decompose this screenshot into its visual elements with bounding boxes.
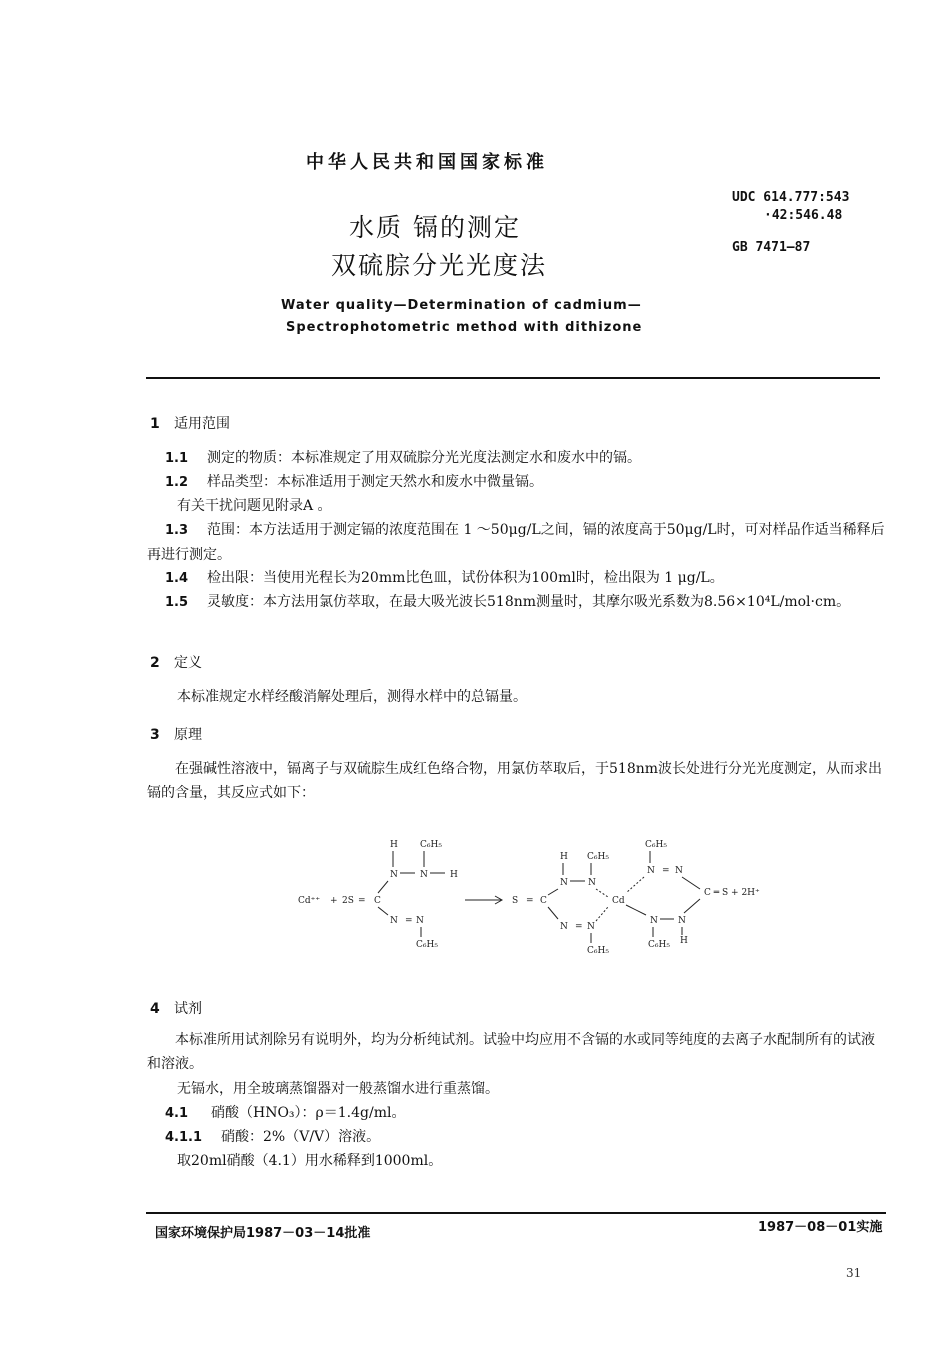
effective-date: 1987－08－01实施 [758, 1220, 883, 1235]
equals-bond: = [662, 866, 670, 876]
atom-n: N [588, 878, 596, 888]
atom-n: N [420, 870, 428, 880]
atom-h: H [680, 936, 688, 946]
section-3-heading [150, 724, 202, 744]
section-4-heading [150, 998, 202, 1018]
atom-n: N [560, 922, 568, 932]
section-3-text: 在强碱性溶液中，镉离子与双硫腙生成红色络合物，用氯仿萃取后，于518nm波长处进行分光光度测定，从而求出镉的含量，其反应式如下： [147, 761, 883, 801]
equals-bond: = [526, 896, 534, 906]
section-number: 4 [150, 1001, 160, 1017]
phenyl-label: C₆H₅ [587, 852, 609, 862]
atom-n: N [390, 916, 398, 926]
clause-4-1-1 [165, 1125, 380, 1150]
section-2-text: 本标准规定水样经酸消解处理后，测得水样中的总镉量。 [177, 689, 527, 705]
clause-1-1 [165, 446, 641, 471]
clause-1-4 [165, 566, 724, 591]
section-number: 2 [150, 655, 160, 671]
national-standard-label: 中华人民共和国国家标准 [306, 152, 548, 173]
section-4-water-note: 无镉水，用全玻璃蒸馏器对一般蒸馏水进行重蒸馏。 [177, 1081, 499, 1097]
clause-text: 样品类型：本标准适用于测定天然水和废水中微量镉。 [207, 474, 543, 490]
phenyl-label: C₆H₅ [645, 840, 667, 850]
clause-number: 4.1.1 [165, 1130, 203, 1145]
clause-text: 硝酸（HNO₃）：ρ＝1.4g/ml。 [211, 1105, 406, 1121]
footer-divider [146, 1212, 886, 1214]
clause-number: 1.3 [165, 523, 189, 538]
english-title-line-2: Spectrophotometric method with dithizone [286, 320, 643, 335]
clause-text: 检出限：当使用光程长为20mm比色皿，试份体积为100ml时，检出限为 1 μg/L。 [207, 570, 724, 586]
bond-lines [378, 851, 700, 943]
clause-number: 4.1 [165, 1106, 189, 1121]
atom-n: N [560, 878, 568, 888]
page-number: 31 [846, 1266, 862, 1280]
clause-1-5 [147, 590, 885, 615]
clause-number: 1.1 [165, 451, 189, 466]
atom-s: S [512, 896, 519, 906]
atom-n: N [678, 916, 686, 926]
atom-c: C [374, 896, 381, 906]
atom-n: N [675, 866, 683, 876]
cadmium-center: Cd [612, 896, 625, 906]
clause-number: 1.5 [165, 595, 189, 610]
approval-date: 国家环境保护局1987－03－14批准 [155, 1226, 371, 1241]
phenyl-label: C₆H₅ [648, 940, 670, 950]
udc-code-line-2: ·42:546.48 [764, 208, 843, 223]
section-number: 3 [150, 727, 160, 743]
section-4-text: 本标准所用试剂除另有说明外，均为分析纯试剂。试验中均应用不含镉的水或同等纯度的去离子水配制所有的试液和溶液。 [147, 1032, 875, 1072]
clause-1-3 [147, 518, 885, 567]
gb-code: GB 7471—87 [732, 240, 811, 255]
clause-1-2-note: 有关干扰问题见附录A 。 [177, 498, 332, 514]
clause-1-2 [165, 470, 543, 495]
clause-text: 范围：本方法适用于测定镉的浓度范围在 1 ～50μg/L之间，镉的浓度高于50μg/L时，可对样品作适当稀释后再进行测定。 [147, 522, 885, 563]
product-rhs: C ═ S + 2H⁺ [704, 888, 760, 898]
atom-n: N [647, 866, 655, 876]
phenyl-label: C₆H₅ [420, 840, 442, 850]
atom-n: N [390, 870, 398, 880]
title-line-2: 双硫腙分光光度法 [331, 251, 548, 280]
clause-text: 硝酸：2%（V/V）溶液。 [221, 1129, 381, 1145]
phenyl-label: C₆H₅ [587, 946, 609, 956]
title-line-1: 水质 镉的测定 [349, 213, 521, 242]
plus-sign: + [330, 896, 338, 906]
atom-h: H [450, 870, 458, 880]
header-divider [146, 377, 880, 379]
section-title: 定义 [174, 655, 202, 671]
atom-n: N [587, 922, 595, 932]
equals-bond: = [405, 916, 413, 926]
section-title: 原理 [174, 727, 202, 743]
coefficient-2s: 2S [342, 896, 354, 906]
udc-code-line-1: UDC 614.777:543 [732, 190, 850, 205]
section-title: 适用范围 [174, 416, 230, 432]
clause-text: 灵敏度：本方法用氯仿萃取，在最大吸光波长518nm测量时，其摩尔吸光系数为8.56×10⁴L/mol·cm。 [207, 594, 851, 610]
clause-number: 1.4 [165, 571, 189, 586]
equals-bond: = [575, 922, 583, 932]
section-title: 试剂 [174, 1001, 202, 1017]
section-number: 1 [150, 416, 160, 432]
section-1-heading [150, 413, 230, 433]
atom-n: N [416, 916, 424, 926]
atom-h: H [390, 840, 398, 850]
english-title-line-1: Water quality—Determination of cadmium— [281, 298, 642, 313]
atom-h: H [560, 852, 568, 862]
phenyl-label: C₆H₅ [416, 940, 438, 950]
clause-4-1-1-note: 取20ml硝酸（4.1）用水稀释到1000ml。 [177, 1153, 443, 1169]
clause-4-1 [165, 1101, 405, 1126]
reaction-equation-diagram [290, 835, 810, 965]
clause-number: 1.2 [165, 475, 189, 490]
cadmium-ion: Cd⁺⁺ [298, 896, 321, 906]
clause-text: 测定的物质：本标准规定了用双硫腙分光光度法测定水和废水中的镉。 [207, 450, 641, 466]
equals-bond: = [358, 896, 366, 906]
atom-c: C [540, 896, 547, 906]
section-2-heading [150, 652, 202, 672]
atom-n: N [650, 916, 658, 926]
